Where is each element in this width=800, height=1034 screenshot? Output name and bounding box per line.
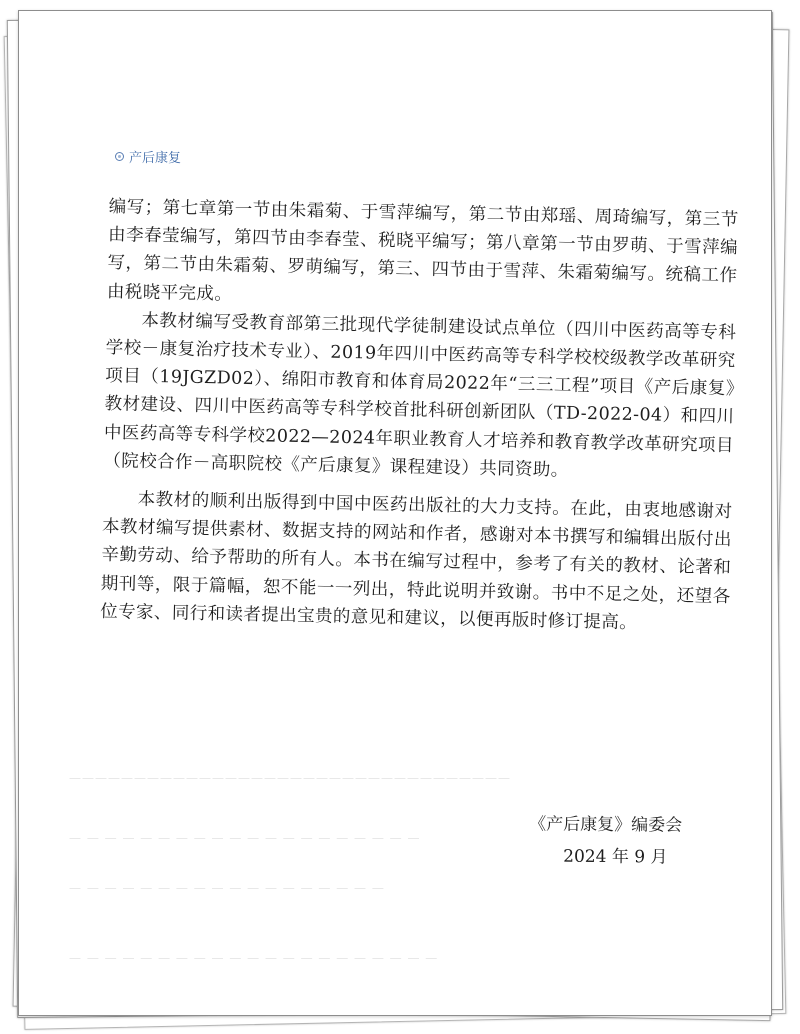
paragraph-acknowledgements: 本教材的顺利出版得到中国中医药出版社的大力支持。在此，由衷地感谢对本教材编写提供素材、数据支持的网站和作者，感谢对本书撰写和编辑出版付出辛勤劳动、给予帮助的所有人。本书在编写过程中，参考了有关的教材、论著和期刊等，限于篇幅，恕不能一一列出，特此说明并致谢。书中不足之处，还望各位专家、同行和读者提出宝贵的意见和建议，以便再版时修订提高。 <box>100 489 733 633</box>
signoff <box>529 808 683 873</box>
document-page <box>18 10 772 1016</box>
paragraph-funding: 本教材编写受教育部第三批现代学徒制建设试点单位（四川中医药高等专科学校－康复治疗技术专业）、2019年四川中医药高等专科学校校级教学改革研究项目（19JGZD02）、绵阳市教育和体育局2022年“三三工程”项目《产后康复》教材建设、四川中医药高等专科学校首批科研创新团队（TD-2022-04）和四川中医药高等专科学校2022—2024年职业教育人才培养和教育教学改革研究项目（院校合作－高职院校《产后康复》课程建设）共同资助。 <box>103 310 737 481</box>
signoff-date: 2024 年 9 月 <box>563 846 668 868</box>
bleed-through-text: — — — — — — — — — — — — — — — — — — — — <box>69 831 421 845</box>
bleed-through-text: — — — — — — — — — — — — — — — — — — <box>69 881 385 895</box>
bullet-circle-icon <box>115 152 124 161</box>
bleed-through-text: —————————————————————————————————— <box>69 771 511 785</box>
bleed-through-text: — — — — — — — — — — — — — — — — — — — — — <box>69 951 439 965</box>
running-title: 产后康复 <box>129 151 182 166</box>
paragraph-continuation: 编写；第七章第一节由朱霜菊、于雪萍编写，第二节由郑瑶、周琦编写，第三节由李春莹编写，第四节由李春莹、税晓平编写；第八章第一节由罗萌、于雪萍编写，第二节由朱霜菊、罗萌编写，第三、四节由于雪萍、朱霜菊编写。统稿工作由税晓平完成。 <box>106 196 739 305</box>
committee-name: 《产后康复》编委会 <box>529 814 683 836</box>
preface-body <box>100 193 739 639</box>
running-header <box>115 147 181 166</box>
